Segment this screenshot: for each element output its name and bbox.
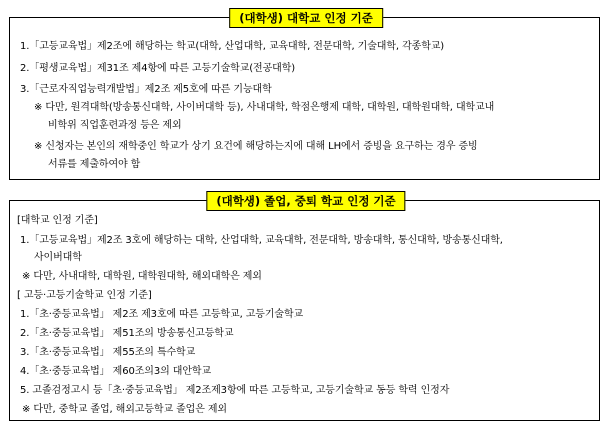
section2-note-1: ※ 다만, 사내대학, 대학원, 대학원대학, 해외대학은 제외 — [22, 271, 262, 282]
section2-heading-university: [대학교 인정 기준] — [17, 215, 98, 226]
section2-item-1: 1.「고등교육법」제2조 3호에 해당하는 대학, 산업대학, 교육대학, 전문대학, 방송대학, 통신대학, 방송통신대학, — [20, 235, 503, 246]
section2-hs-item-2: 2.「초·중등교육법」 제51조의 방송통신고등학교 — [20, 328, 234, 339]
section2-hs-item-1: 1.「초·중등교육법」 제2조 제3호에 따른 고등학교, 고등기술학교 — [20, 309, 304, 320]
section2-note-2: ※ 다만, 중학교 졸업, 해외고등학교 졸업은 제외 — [22, 404, 227, 415]
section1-note-1-cont: 비학위 직업훈련과정 등은 제외 — [48, 120, 182, 131]
section1-note-2: ※ 신청자는 본인의 재학중인 학교가 상기 요건에 해당하는지에 대해 LH에서 증빙을 요구하는 경우 증빙 — [34, 141, 478, 152]
section2-hs-item-5: 5. 고졸검정고시 등「초·중등교육법」 제2조제3항에 따른 고등학교, 고등기술학교 동등 학력 인정자 — [20, 385, 450, 396]
section1-item-2: 2.「평생교육법」제31조 제4항에 따른 고등기술학교(전공대학) — [20, 63, 296, 74]
section1-item-3: 3.「근로자직업능력개발법」제2조 제5호에 따른 기능대학 — [20, 84, 272, 95]
section1-note-1: ※ 다만, 원격대학(방송통신대학, 사이버대학 등), 사내대학, 학점은행제 대학, 대학원, 대학원대학, 대학교내 — [34, 102, 495, 113]
section2-hs-item-4: 4.「초·중등교육법」 제60조의3의 대안학교 — [20, 366, 212, 377]
section1-note-2-cont: 서류를 제출하여야 함 — [48, 159, 141, 170]
section2-title: (대학생) 졸업, 중퇴 학교 인정 기준 — [206, 191, 405, 211]
section1-title: (대학생) 대학교 인정 기준 — [229, 8, 383, 28]
section2-heading-highschool: [ 고등·고등기술학교 인정 기준] — [17, 290, 152, 301]
section1-item-1: 1.「고등교육법」제2조에 해당하는 학교(대학, 산업대학, 교육대학, 전문대학, 기술대학, 각종학교) — [20, 41, 445, 52]
section2-hs-item-3: 3.「초·중등교육법」 제55조의 특수학교 — [20, 347, 196, 358]
section2-item-1-cont: 사이버대학 — [34, 252, 82, 263]
